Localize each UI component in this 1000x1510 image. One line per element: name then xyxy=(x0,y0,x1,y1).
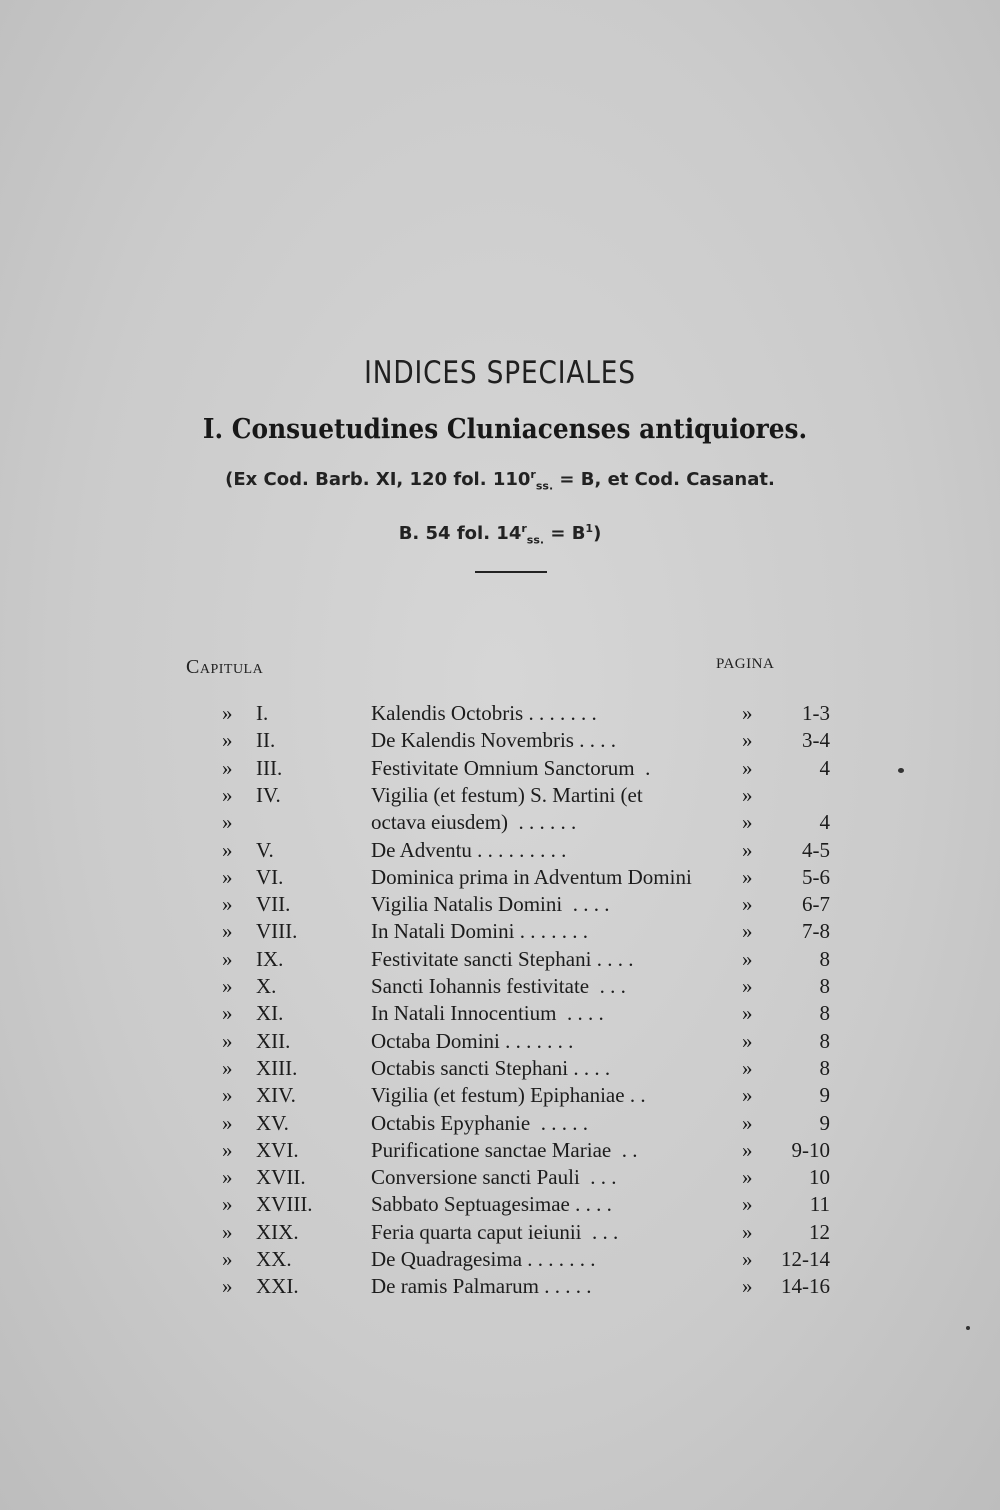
column-header-capitula: Capitula xyxy=(186,656,264,678)
chapter-title: De ramis Palmarum . . . . . xyxy=(371,1274,592,1298)
ditto-mark: » xyxy=(222,1029,233,1053)
page-range: 8 xyxy=(819,1029,830,1053)
ditto-mark-page: » xyxy=(742,1056,753,1080)
ditto-mark-page: » xyxy=(742,919,753,943)
ditto-mark-page: » xyxy=(742,1029,753,1053)
column-header-pagina: PAGINA xyxy=(716,656,775,672)
page-range: 5-6 xyxy=(802,865,830,889)
chapter-number: XII. xyxy=(256,1029,291,1053)
chapter-number: V. xyxy=(256,838,274,862)
chapter-number: I. xyxy=(256,701,269,725)
ditto-mark: » xyxy=(222,919,233,943)
toc-entry xyxy=(0,782,1000,809)
source-line-1-sub: ss. xyxy=(535,479,554,493)
ditto-mark: » xyxy=(222,728,233,752)
source-line-1-sup: r xyxy=(530,468,536,481)
source-line-1 xyxy=(0,468,1000,493)
page-title: INDICES SPECIALES xyxy=(364,355,636,391)
ditto-mark: » xyxy=(222,1220,233,1244)
ditto-mark: » xyxy=(222,1138,233,1162)
toc-entry xyxy=(0,1164,1000,1191)
ditto-mark-page: » xyxy=(742,1220,753,1244)
ditto-mark-page: » xyxy=(742,1165,753,1189)
ditto-mark: » xyxy=(222,865,233,889)
page-range: 1-3 xyxy=(802,701,830,725)
toc-entry xyxy=(0,1219,1000,1246)
chapter-title: Vigilia (et festum) Epiphaniae . . xyxy=(371,1083,646,1107)
chapter-title: Vigilia (et festum) S. Martini (et xyxy=(371,783,643,807)
ditto-mark: » xyxy=(222,1192,233,1216)
chapter-title: Octaba Domini . . . . . . . xyxy=(371,1029,574,1053)
toc-entry xyxy=(0,1273,1000,1300)
page-range: 10 xyxy=(809,1165,830,1189)
ditto-mark: » xyxy=(222,756,233,780)
ditto-mark: » xyxy=(222,810,233,834)
ditto-mark-page: » xyxy=(742,1247,753,1271)
ditto-mark-page: » xyxy=(742,865,753,889)
source-line-1-text-a: (Ex Cod. Barb. XI, 120 fol. 110 xyxy=(225,469,531,490)
chapter-number: IX. xyxy=(256,947,284,971)
chapter-title: Dominica prima in Adventum Domini xyxy=(371,865,692,889)
toc-entry xyxy=(0,755,1000,782)
chapter-number: IV. xyxy=(256,783,281,807)
page-range: 9 xyxy=(819,1083,830,1107)
source-line-2-text-c: ) xyxy=(593,523,602,544)
toc-entry xyxy=(0,1028,1000,1055)
page-range: 6-7 xyxy=(802,892,830,916)
chapter-number: XV. xyxy=(256,1111,289,1135)
toc-entry xyxy=(0,891,1000,918)
ditto-mark-page: » xyxy=(742,1111,753,1135)
toc-entry xyxy=(0,1191,1000,1218)
divider xyxy=(475,571,547,573)
source-line-2-sup2: 1 xyxy=(585,522,594,535)
toc-entry xyxy=(0,1246,1000,1273)
chapter-title: Kalendis Octobris . . . . . . . xyxy=(371,701,597,725)
ditto-mark-page: » xyxy=(742,892,753,916)
source-line-1-text-b: = B, et Cod. Casanat. xyxy=(553,469,775,490)
chapter-number: XIX. xyxy=(256,1220,299,1244)
ditto-mark: » xyxy=(222,1274,233,1298)
toc-entry xyxy=(0,809,1000,836)
ditto-mark-page: » xyxy=(742,1192,753,1216)
chapter-title: octava eiusdem) . . . . . . xyxy=(371,810,577,834)
chapter-title: Festivitate sancti Stephani . . . . xyxy=(371,947,634,971)
ditto-mark: » xyxy=(222,701,233,725)
ink-speck xyxy=(966,1326,970,1330)
chapter-number: II. xyxy=(256,728,276,752)
ditto-mark-page: » xyxy=(742,701,753,725)
toc-entry xyxy=(0,1082,1000,1109)
chapter-title: Festivitate Omnium Sanctorum . xyxy=(371,756,651,780)
toc-entry xyxy=(0,1000,1000,1027)
page-range: 4-5 xyxy=(802,838,830,862)
chapter-number: VII. xyxy=(256,892,291,916)
source-line-2-text-b: = B xyxy=(544,523,586,544)
chapter-number: XVIII. xyxy=(256,1192,313,1216)
toc-entry xyxy=(0,700,1000,727)
ditto-mark: » xyxy=(222,892,233,916)
page-range: 9-10 xyxy=(791,1138,830,1162)
ink-speck xyxy=(898,768,904,773)
chapter-title: Octabis Epyphanie . . . . . xyxy=(371,1111,588,1135)
page-range: 11 xyxy=(809,1192,830,1216)
chapter-number: XX. xyxy=(256,1247,292,1271)
ditto-mark: » xyxy=(222,947,233,971)
toc-entry xyxy=(0,1110,1000,1137)
chapter-title: Purificatione sanctae Mariae . . xyxy=(371,1138,638,1162)
chapter-number: XI. xyxy=(256,1001,284,1025)
chapter-number: XXI. xyxy=(256,1274,299,1298)
chapter-number: III. xyxy=(256,756,283,780)
toc-entry xyxy=(0,727,1000,754)
chapter-title: De Adventu . . . . . . . . . xyxy=(371,838,567,862)
chapter-number: VIII. xyxy=(256,919,298,943)
page-range: 12 xyxy=(809,1220,830,1244)
page-range: 8 xyxy=(819,1001,830,1025)
chapter-title: Conversione sancti Pauli . . . xyxy=(371,1165,617,1189)
source-line-2-sub: ss. xyxy=(526,533,545,547)
ditto-mark-page: » xyxy=(742,756,753,780)
ditto-mark: » xyxy=(222,783,233,807)
source-line-2-text-a: B. 54 fol. 14 xyxy=(398,523,522,544)
ditto-mark: » xyxy=(222,1056,233,1080)
ditto-mark: » xyxy=(222,974,233,998)
page-range: 3-4 xyxy=(802,728,830,752)
ditto-mark-page: » xyxy=(742,947,753,971)
ditto-mark: » xyxy=(222,838,233,862)
chapter-title: Vigilia Natalis Domini . . . . xyxy=(371,892,610,916)
page-range: 14-16 xyxy=(781,1274,830,1298)
toc-entry xyxy=(0,864,1000,891)
ditto-mark-page: » xyxy=(742,974,753,998)
ditto-mark: » xyxy=(222,1083,233,1107)
chapter-title: In Natali Domini . . . . . . . xyxy=(371,919,588,943)
section-title: I. Consuetudines Cluniacenses antiquiores. xyxy=(202,414,808,445)
page-range: 4 xyxy=(819,810,830,834)
toc-entry xyxy=(0,946,1000,973)
page-range: 4 xyxy=(819,756,830,780)
toc-entry xyxy=(0,918,1000,945)
chapter-title: De Kalendis Novembris . . . . xyxy=(371,728,616,752)
ditto-mark-page: » xyxy=(742,1001,753,1025)
chapter-title: De Quadragesima . . . . . . . xyxy=(371,1247,596,1271)
page-range: 8 xyxy=(819,974,830,998)
ditto-mark: » xyxy=(222,1111,233,1135)
ditto-mark: » xyxy=(222,1247,233,1271)
source-line-2-sup: r xyxy=(521,522,527,535)
ditto-mark-page: » xyxy=(742,1138,753,1162)
chapter-number: XIII. xyxy=(256,1056,298,1080)
toc-entry xyxy=(0,1137,1000,1164)
chapter-number: XVII. xyxy=(256,1165,306,1189)
chapter-title: Sancti Iohannis festivitate . . . xyxy=(371,974,626,998)
ditto-mark-page: » xyxy=(742,1274,753,1298)
ditto-mark-page: » xyxy=(742,728,753,752)
ditto-mark-page: » xyxy=(742,783,753,807)
toc-entry xyxy=(0,973,1000,1000)
page-range: 8 xyxy=(819,947,830,971)
toc-entry xyxy=(0,1055,1000,1082)
chapter-title: In Natali Innocentium . . . . xyxy=(371,1001,604,1025)
chapter-number: X. xyxy=(256,974,277,998)
ditto-mark-page: » xyxy=(742,810,753,834)
source-line-2 xyxy=(0,522,1000,547)
chapter-number: VI. xyxy=(256,865,284,889)
toc-entry xyxy=(0,837,1000,864)
page-range: 7-8 xyxy=(802,919,830,943)
ditto-mark-page: » xyxy=(742,1083,753,1107)
chapter-number: XVI. xyxy=(256,1138,299,1162)
page-range: 12-14 xyxy=(781,1247,830,1271)
chapter-title: Feria quarta caput ieiunii . . . xyxy=(371,1220,619,1244)
ditto-mark: » xyxy=(222,1001,233,1025)
page-range: 9 xyxy=(819,1111,830,1135)
chapter-number: XIV. xyxy=(256,1083,296,1107)
page-range: 8 xyxy=(819,1056,830,1080)
chapter-title: Octabis sancti Stephani . . . . xyxy=(371,1056,611,1080)
chapter-title: Sabbato Septuagesimae . . . . xyxy=(371,1192,612,1216)
ditto-mark-page: » xyxy=(742,838,753,862)
ditto-mark: » xyxy=(222,1165,233,1189)
